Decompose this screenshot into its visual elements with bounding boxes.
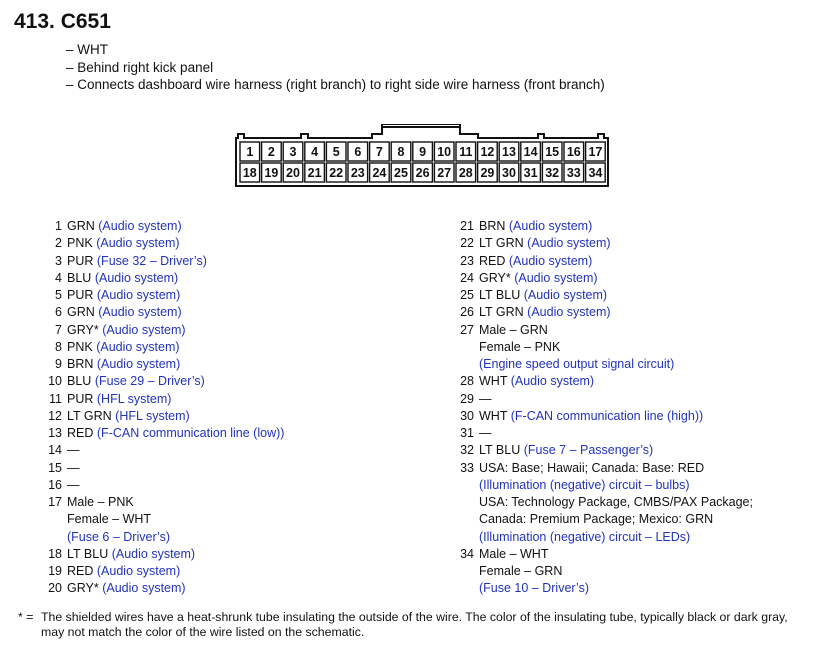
pin-line: [67, 442, 80, 459]
pin-line: [67, 339, 180, 356]
pin-line: [479, 425, 492, 442]
pin-cavity-number: 2: [267, 145, 275, 159]
pin-line: [479, 304, 611, 321]
circuit-note: (Engine speed output signal circuit): [479, 357, 675, 371]
pin-line: [67, 546, 195, 563]
pin-entry: [28, 477, 428, 494]
circuit-note: (Audio system): [94, 270, 179, 285]
pin-line: [479, 494, 753, 511]
wire-color: PNK: [67, 236, 93, 251]
pin-line: [479, 373, 594, 390]
wire-color: RED: [67, 426, 94, 440]
pin-cavity-number: 7: [375, 145, 383, 159]
pin-entry: [28, 304, 428, 321]
pin-cavity-number: 27: [437, 166, 452, 180]
pin-line: [67, 235, 180, 252]
pin-cavity-number: 9: [419, 145, 427, 159]
pin-number: 4: [55, 270, 62, 285]
pin-line: [67, 580, 186, 597]
pin-cavity-number: 3: [289, 145, 297, 159]
pin-entry: [440, 442, 830, 459]
pin-line: [67, 425, 284, 442]
circuit-note: (Audio system): [527, 236, 611, 251]
circuit-note: (Fuse 32 – Driver’s): [96, 253, 207, 268]
pin-cavity-number: 13: [502, 145, 516, 159]
circuit-note: (Audio system): [96, 236, 180, 251]
pin-entry: [440, 235, 830, 252]
pin-line: [479, 253, 592, 270]
pin-line: [479, 235, 611, 252]
circuit-note: (HFL system): [115, 408, 190, 423]
footnote-mark: * =: [18, 610, 34, 624]
pin-entry: [28, 494, 428, 546]
pin-number: 16: [48, 477, 62, 492]
pin-cavity-number: 15: [545, 145, 560, 159]
pin-line: [67, 373, 205, 390]
pin-entry: [28, 322, 428, 339]
wire-color: Male – GRN: [479, 322, 548, 337]
pin-cavity-number: 20: [286, 166, 300, 180]
pin-line: [67, 529, 170, 546]
pin-entry: [28, 287, 428, 304]
pin-entry: [28, 356, 428, 373]
footnote-line: may not match the color of the wire listed on the schematic.: [41, 624, 365, 639]
pin-cavity-number: 22: [329, 166, 344, 180]
detail-location: – Behind right kick panel: [66, 59, 214, 75]
wire-color: —: [67, 477, 80, 492]
pin-line: [67, 253, 207, 270]
pin-line: [479, 563, 589, 580]
pin-list-right: [440, 218, 830, 598]
wire-color: GRY*: [479, 270, 511, 285]
circuit-note: (HFL system): [96, 391, 172, 406]
circuit-note: (Fuse 10 – Driver’s): [479, 581, 589, 596]
pin-entry: [28, 235, 428, 252]
pin-cavity-number: 29: [480, 166, 495, 180]
pin-cavity-number: 30: [502, 166, 516, 180]
pin-entry: [440, 391, 830, 408]
pin-cavity-number: 10: [437, 145, 452, 159]
circuit-note: (Audio system): [96, 339, 180, 354]
wire-color: BLU: [67, 374, 92, 389]
pin-cavity-number: 16: [566, 145, 581, 159]
wire-color: LT BLU: [479, 288, 521, 302]
circuit-note: (Audio system): [102, 581, 186, 596]
pin-list-left: [28, 218, 428, 598]
pin-entry: [28, 460, 428, 477]
circuit-note: (Audio system): [508, 219, 593, 233]
wire-color: LT GRN: [67, 408, 112, 423]
pin-number: 17: [48, 495, 62, 509]
pin-line: [479, 511, 753, 528]
pin-number: 2: [55, 236, 62, 251]
pin-number: 27: [460, 322, 474, 337]
detail-connects: – Connects dashboard wire harness (right branch) to right side wire harness (front branch): [66, 77, 605, 92]
pin-entry: [440, 546, 830, 598]
circuit-note: (Fuse 6 – Driver’s): [67, 529, 171, 544]
wire-color: Male – PNK: [67, 495, 134, 509]
pin-line: [67, 460, 80, 477]
pin-line: [479, 391, 492, 408]
pin-number: 10: [48, 374, 62, 389]
wire-color: BRN: [67, 357, 94, 371]
pin-line: [479, 408, 703, 425]
wire-color: WHT: [479, 408, 508, 423]
wire-color: GRY*: [67, 581, 99, 596]
pin-number: 34: [460, 546, 474, 561]
pin-cavity-number: 33: [566, 166, 581, 180]
wire-color: GRY*: [67, 322, 99, 337]
pin-entry: [440, 408, 830, 425]
pin-cavity-number: 23: [350, 166, 365, 180]
pin-cavity-number: 34: [588, 166, 603, 180]
wire-color: —: [479, 426, 492, 440]
pin-number: 9: [55, 357, 62, 371]
pin-number: 22: [460, 236, 474, 251]
pin-number: 19: [48, 564, 62, 578]
wire-color: RED: [67, 564, 94, 578]
pin-line: [479, 477, 753, 494]
pin-number: 24: [460, 270, 474, 285]
circuit-note: (Fuse 7 – Passenger’s): [523, 443, 654, 458]
pin-entry: [440, 304, 830, 321]
pin-line: [67, 218, 182, 235]
pin-cavity-number: 1: [246, 145, 254, 159]
pin-number: 20: [48, 581, 62, 596]
circuit-note: (Audio system): [98, 219, 182, 233]
pin-line: [479, 580, 589, 597]
pin-line: [479, 322, 674, 339]
pin-number: 3: [55, 253, 62, 268]
wire-color: USA: Technology Package, CMBS/PAX Package;: [479, 495, 753, 509]
wire-color: Female – GRN: [479, 564, 563, 578]
pin-cavity-number: 28: [458, 166, 473, 180]
pin-line: [479, 442, 653, 459]
circuit-note: (Audio system): [96, 288, 181, 302]
pin-line: [67, 563, 180, 580]
pin-line: [479, 529, 753, 546]
wire-color: Female – WHT: [67, 512, 152, 527]
pin-number: 21: [460, 219, 474, 233]
footnote: [18, 610, 838, 639]
wire-color: PNK: [67, 339, 93, 354]
pin-cavity-number: 18: [242, 166, 257, 180]
pin-number: 6: [55, 305, 62, 320]
footnote-line: The shielded wires have a heat-shrunk tube insulating the outside of the wire. The color of the insulating tube, typically black or dark gray,: [41, 610, 788, 624]
pin-line: [67, 287, 180, 304]
wire-color: RED: [479, 253, 506, 268]
pin-entry: [28, 253, 428, 270]
pin-entry: [440, 322, 830, 374]
circuit-note: (Illumination (negative) circuit – bulbs): [479, 477, 690, 492]
pin-number: 7: [55, 322, 62, 337]
pin-cavity-number: 4: [311, 145, 319, 159]
pin-number: 33: [460, 460, 474, 475]
wire-color: Canada: Premium Package; Mexico: GRN: [479, 512, 714, 527]
pin-number: 8: [55, 339, 62, 354]
page-title: 413. C651: [14, 10, 111, 33]
pin-line: [479, 546, 589, 563]
pin-number: 14: [48, 443, 62, 458]
pin-line: [67, 356, 180, 373]
pin-number: 1: [55, 219, 62, 233]
pin-line: [67, 511, 170, 528]
circuit-note: (Audio system): [510, 374, 595, 389]
pin-entry: [28, 580, 428, 597]
pin-cavity-number: 31: [523, 166, 538, 180]
pin-line: [479, 218, 592, 235]
pin-line: [67, 391, 171, 408]
pin-entry: [28, 425, 428, 442]
pin-number: 31: [460, 426, 474, 440]
wire-color: PUR: [67, 288, 94, 302]
pin-entry: [440, 218, 830, 235]
pin-line: [67, 408, 190, 425]
circuit-note: (Audio system): [96, 564, 181, 578]
wire-color: BRN: [479, 219, 506, 233]
circuit-note: (Illumination (negative) circuit – LEDs): [479, 529, 691, 544]
pin-entry: [28, 270, 428, 287]
circuit-note: (Audio system): [514, 270, 598, 285]
wire-color: LT BLU: [67, 546, 109, 561]
pin-cavity-number: 5: [332, 145, 340, 159]
wire-color: —: [67, 443, 80, 458]
circuit-note: (Audio system): [508, 253, 593, 268]
pin-cavity-number: 17: [588, 145, 603, 159]
pin-line: [67, 494, 170, 511]
connector-details: [66, 41, 605, 94]
wire-color: —: [479, 391, 492, 406]
detail-color: – WHT: [66, 42, 108, 57]
circuit-note: (F-CAN communication line (high)): [510, 408, 704, 423]
pin-entry: [28, 391, 428, 408]
pin-number: 12: [48, 408, 62, 423]
pin-number: 13: [48, 426, 62, 440]
wire-color: LT GRN: [479, 236, 524, 251]
pin-line: [479, 287, 607, 304]
pin-entry: [28, 373, 428, 390]
pin-number: 15: [48, 460, 62, 475]
pin-cavity-number: 6: [354, 145, 362, 159]
pin-cavity-number: 21: [307, 166, 322, 180]
pin-cavity-number: 25: [394, 166, 408, 180]
pin-line: [67, 322, 186, 339]
circuit-note: (Audio system): [98, 305, 182, 320]
pin-number: 5: [55, 288, 62, 302]
pin-number: 30: [460, 408, 474, 423]
pin-number: 25: [460, 288, 474, 302]
pin-cavity-number: 19: [264, 166, 279, 180]
wire-color: LT GRN: [479, 305, 524, 320]
pin-cavity-number: 32: [545, 166, 560, 180]
pin-number: 18: [48, 546, 62, 561]
pin-number: 29: [460, 391, 474, 406]
pin-entry: [440, 287, 830, 304]
pin-number: 11: [49, 391, 62, 406]
circuit-note: (Audio system): [111, 546, 196, 561]
wire-color: PUR: [67, 391, 94, 406]
circuit-note: (Audio system): [523, 288, 608, 302]
pin-cavity-number: 12: [480, 145, 495, 159]
wire-color: Female – PNK: [479, 339, 561, 354]
pin-cavity-number: 24: [372, 166, 387, 180]
pin-line: [67, 304, 182, 321]
pin-line: [479, 356, 674, 373]
pin-entry: [28, 442, 428, 459]
circuit-note: (Fuse 29 – Driver’s): [94, 374, 205, 389]
pin-number: 28: [460, 374, 474, 389]
wire-color: WHT: [479, 374, 508, 389]
wire-color: BLU: [67, 270, 92, 285]
pin-entry: [440, 270, 830, 287]
pin-entry: [440, 460, 830, 546]
pin-entry: [440, 425, 830, 442]
wire-color: —: [67, 460, 80, 475]
pin-line: [479, 460, 753, 477]
pin-cavity-number: 26: [415, 166, 430, 180]
pin-line: [479, 270, 598, 287]
wire-color: GRN: [67, 305, 95, 320]
circuit-note: (Audio system): [102, 322, 186, 337]
pin-cavity-number: 11: [459, 145, 473, 159]
pin-entry: [440, 253, 830, 270]
pin-entry: [28, 408, 428, 425]
pin-number: 32: [460, 443, 474, 458]
pin-line: [67, 477, 80, 494]
wire-color: GRN: [67, 219, 95, 233]
pin-line: [67, 270, 178, 287]
pin-entry: [28, 218, 428, 235]
wire-color: USA: Base; Hawaii; Canada: Base: RED: [479, 460, 705, 475]
pin-cavity-number: 8: [397, 145, 405, 159]
connector-diagram: [234, 124, 610, 188]
wire-color: Male – WHT: [479, 546, 549, 561]
pin-cavity-number: 14: [523, 145, 538, 159]
circuit-note: (Audio system): [527, 305, 611, 320]
pin-entry: [28, 339, 428, 356]
pin-line: [479, 339, 674, 356]
wire-color: PUR: [67, 253, 94, 268]
wire-color: LT BLU: [479, 443, 521, 458]
circuit-note: (F-CAN communication line (low)): [96, 426, 285, 440]
pin-number: 26: [460, 305, 474, 320]
pin-number: 23: [460, 253, 474, 268]
pin-entry: [440, 373, 830, 390]
pin-entry: [28, 546, 428, 563]
pin-entry: [28, 563, 428, 580]
circuit-note: (Audio system): [96, 357, 181, 371]
